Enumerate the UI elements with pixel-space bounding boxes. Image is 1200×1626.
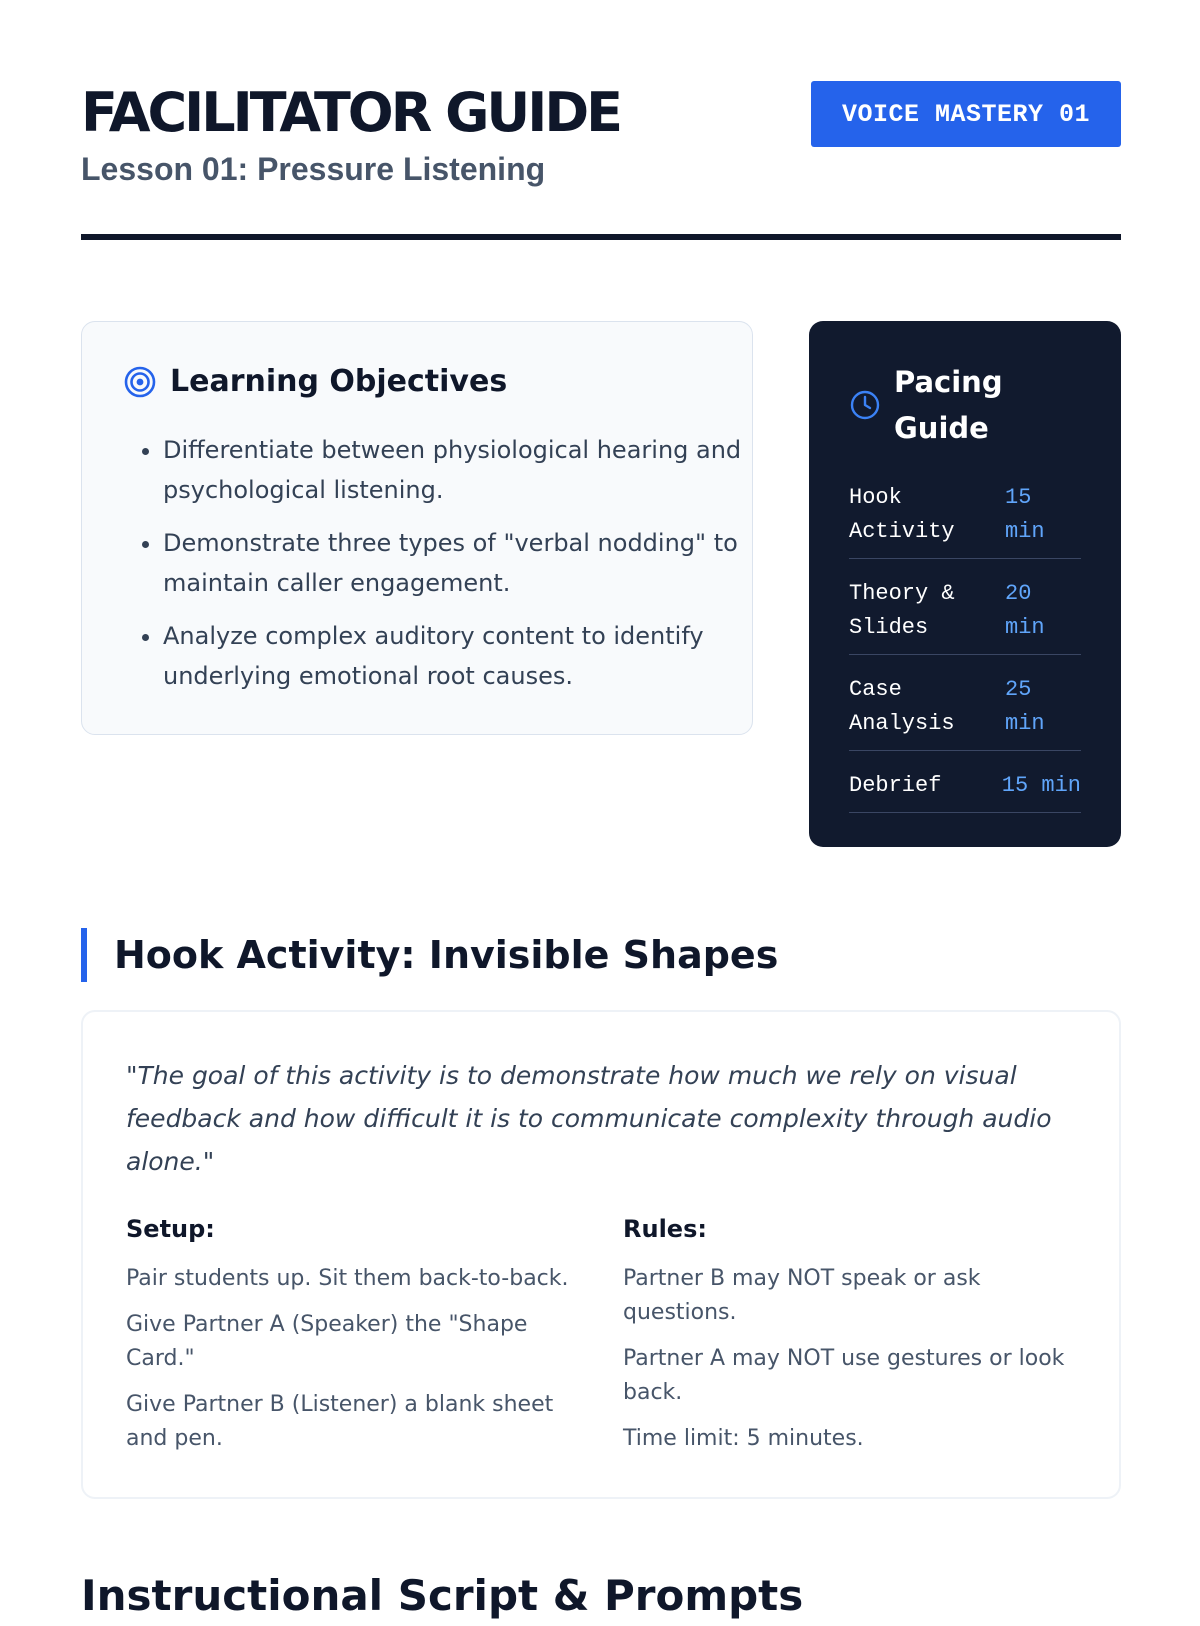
objective-item: • Demonstrate three types of "verbal nodding" to maintain caller engagement. [163,523,763,603]
hook-activity-card [81,1010,1121,1499]
setup-column [126,1212,586,1468]
header-divider [81,234,1121,240]
pacing-guide-title: Pacing Guide [894,365,1003,445]
pacing-time: 15 min [1005,485,1045,544]
setup-item: Give Partner A (Speaker) the "Shape Card." [126,1312,528,1371]
pacing-row [849,573,1081,655]
objective-item: • Differentiate between physiological hearing and psychological listening. [163,430,763,510]
pacing-row [849,765,1081,813]
pacing-time: 15 min [1001,773,1081,798]
learning-objectives-heading [123,364,507,399]
hook-activity-title: Hook Activity: Invisible Shapes [114,933,779,977]
rules-item: Partner A may NOT use gestures or look back. [623,1346,1065,1405]
rules-column [623,1212,1083,1468]
pacing-guide-card [809,321,1121,847]
rules-item: Time limit: 5 minutes. [623,1426,864,1451]
pacing-time: 25 min [1005,677,1045,736]
pacing-rows [849,477,1081,827]
pacing-label: Hook Activity [849,485,955,544]
setup-item: Give Partner B (Listener) a blank sheet and pen. [126,1392,554,1451]
pacing-row [849,669,1081,751]
pacing-label: Theory & Slides [849,581,955,640]
target-icon [123,365,157,399]
learning-objectives-card [81,321,753,735]
setup-title: Setup: [126,1215,215,1243]
pacing-row [849,477,1081,559]
lesson-subtitle: Lesson 01: Pressure Listening [81,151,546,187]
hook-activity-heading [81,928,778,982]
setup-item: Pair students up. Sit them back-to-back. [126,1266,569,1291]
section-accent-bar [81,928,87,982]
pacing-time: 20 min [1005,581,1045,640]
page-header [81,80,1121,240]
learning-objectives-title: Learning Objectives [170,364,508,399]
pacing-guide-heading [849,359,1024,451]
activity-goal-quote: "The goal of this activity is to demonstrate how much we rely on visual feedback and how difficult it is to communicate complexity through audio alone." [126,1061,1052,1176]
instructional-script-heading: Instructional Script & Prompts [81,1571,804,1620]
page-title: FACILITATOR GUIDE [81,81,621,144]
pacing-label: Debrief [849,773,942,798]
course-badge: VOICE MASTERY 01 [811,81,1121,147]
objectives-list [123,430,763,709]
rules-title: Rules: [623,1215,707,1243]
objective-item: • Analyze complex auditory content to identify underlying emotional root causes. [163,616,763,696]
pacing-label: Case Analysis [849,677,955,736]
rules-item: Partner B may NOT speak or ask questions. [623,1266,981,1325]
clock-icon [849,389,881,421]
